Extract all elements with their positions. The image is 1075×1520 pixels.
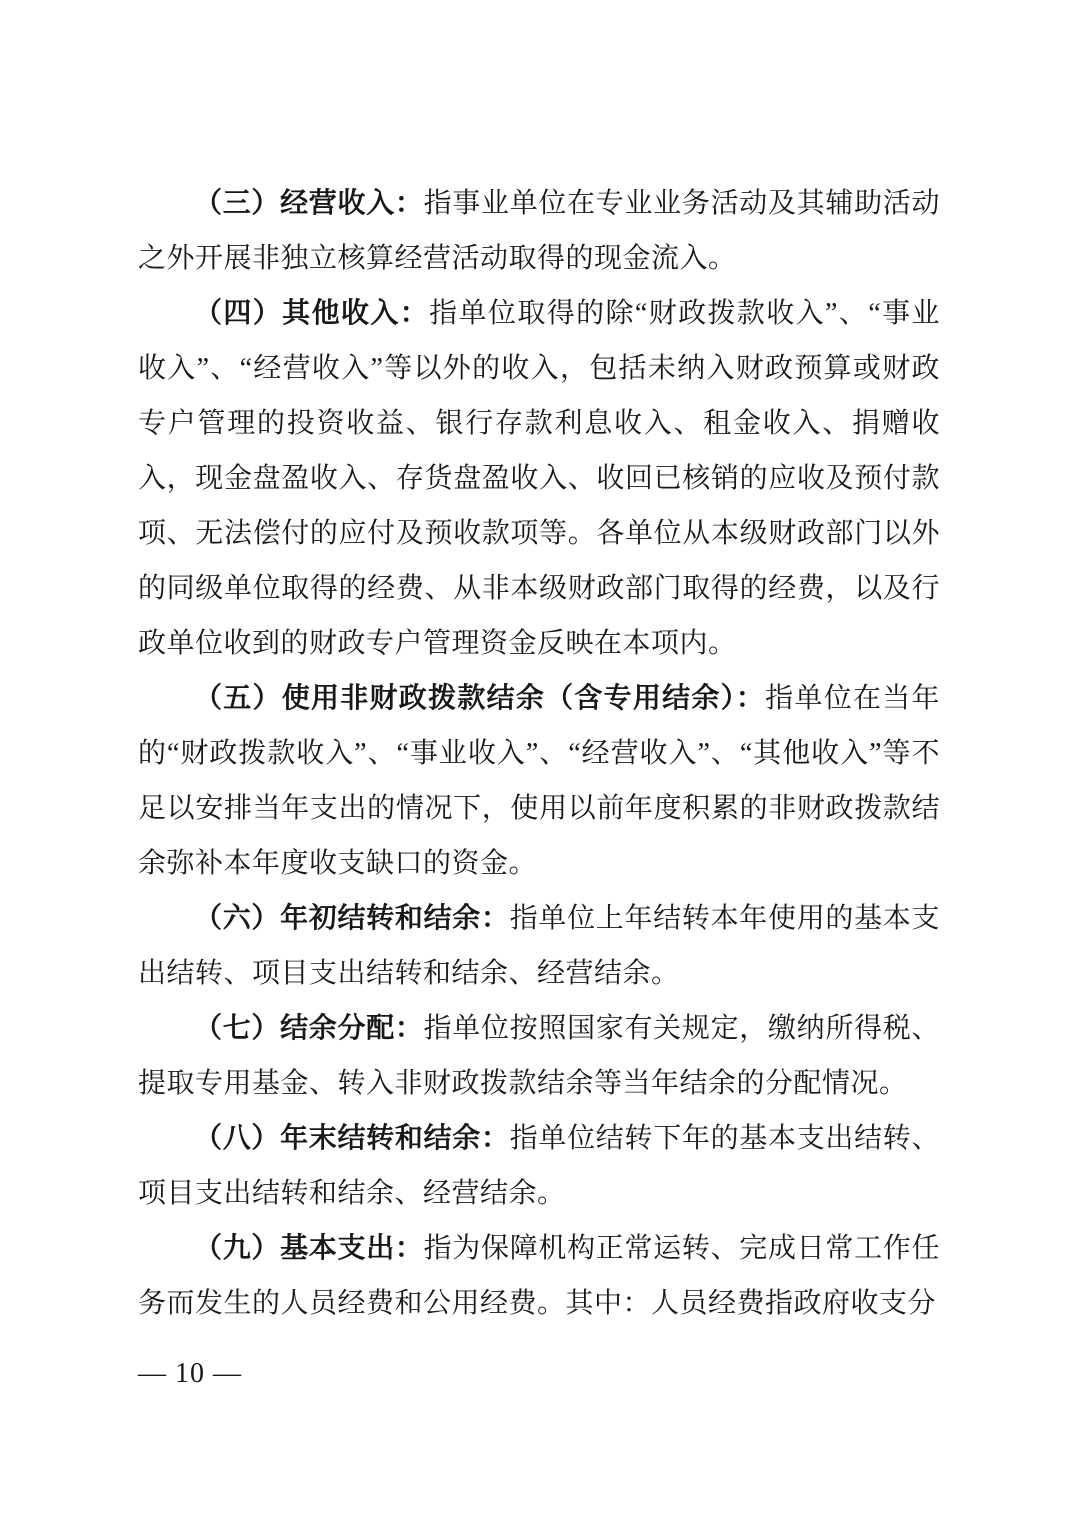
paragraph-text: 指单位上年结转本年使用的基本支出结转、项目支出结转和结余、经营结余。 [138, 903, 940, 989]
paragraph-text: 指单位在当年的“财政拨款收入”、“事业收入”、“经营收入”、“其他收入”等不足以安排当年支出的情况下，使用以前年度积累的非财政拨款结余弥补本年度收支缺口的资金。 [138, 683, 940, 879]
paragraph-definition-7 [138, 1001, 940, 1111]
paragraph-heading: （八）年末结转和结余： [194, 1123, 510, 1154]
page-number: — 10 — [138, 1358, 242, 1389]
paragraph-heading: （七）结余分配： [194, 1013, 424, 1044]
paragraph-text: 指单位按照国家有关规定，缴纳所得税、提取专用基金、转入非财政拨款结余等当年结余的分配情况。 [138, 1013, 940, 1099]
paragraph-text: 指单位结转下年的基本支出结转、项目支出结转和结余、经营结余。 [138, 1123, 940, 1209]
paragraph-heading: （五）使用非财政拨款结余（含专用结余）： [194, 683, 766, 714]
paragraph-definition-4 [138, 286, 940, 671]
paragraph-definition-9 [138, 1221, 940, 1331]
paragraph-heading: （四）其他收入： [194, 298, 430, 329]
paragraph-text: 指单位取得的除“财政拨款收入”、“事业收入”、“经营收入”等以外的收入，包括未纳入财政预算或财政专户管理的投资收益、银行存款利息收入、租金收入、捐赠收入，现金盘盈收入、存货盘盈收入、收回已核销的应收及预付款项、无法偿付的应付及预收款项等。各单位从本级财政部门以外的同级单位取得的经费、从非本级财政部门取得的经费，以及行政单位收到的财政专户管理资金反映在本项内。 [138, 298, 940, 659]
paragraph-heading: （六）年初结转和结余： [194, 903, 510, 934]
paragraph-definition-3 [138, 176, 940, 286]
paragraph-text: 指事业单位在专业业务活动及其辅助活动之外开展非独立核算经营活动取得的现金流入。 [138, 188, 940, 274]
paragraph-definition-8 [138, 1111, 940, 1221]
paragraph-heading: （三）经营收入： [194, 188, 424, 219]
paragraph-heading: （九）基本支出： [194, 1233, 424, 1264]
page-footer [138, 1354, 242, 1394]
document-body [138, 176, 940, 1331]
paragraph-definition-5 [138, 671, 940, 891]
paragraph-definition-6 [138, 891, 940, 1001]
paragraph-text: 指为保障机构正常运转、完成日常工作任务而发生的人员经费和公用经费。其中：人员经费指政府收支分 [138, 1233, 940, 1319]
